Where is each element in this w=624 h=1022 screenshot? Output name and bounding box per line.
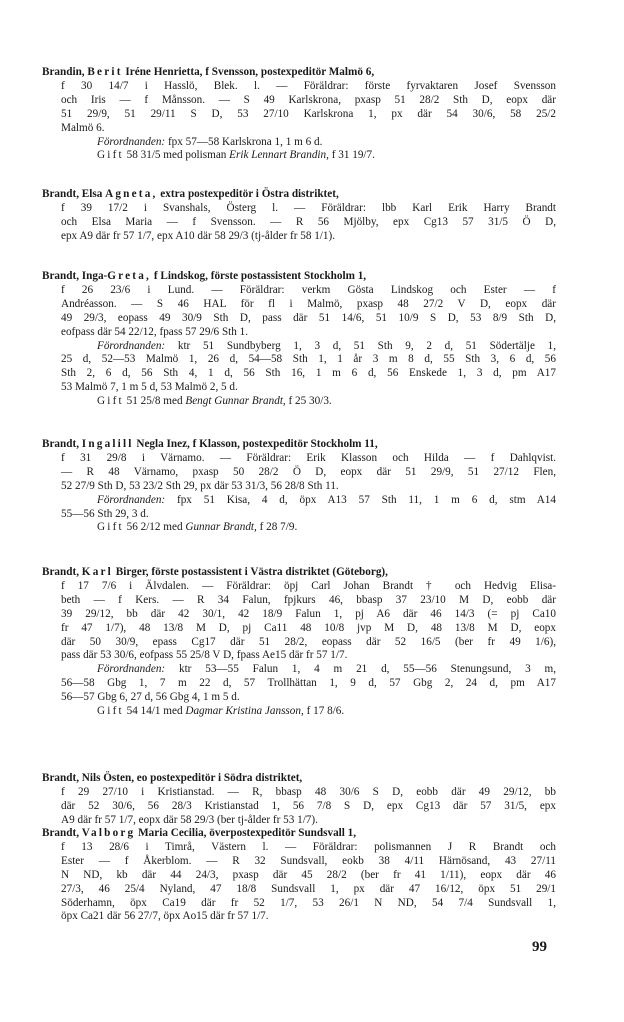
appointments-label: Förordnanden: (97, 493, 166, 506)
spouse-name: Gunnar Brandt, (185, 521, 257, 534)
entry-brandt-ingalill (42, 438, 556, 535)
entry-given-name: Berit (87, 66, 123, 78)
entry-title: Negla Inez, f Klasson, postexpeditör Stockholm 11, (136, 438, 378, 450)
marriage-date: 51 25/8 med (126, 395, 183, 408)
entry-heading (42, 566, 556, 580)
entry-title: Maria Cecilia, överpostexpeditör Sundsvall 1, (138, 827, 357, 839)
entry-brandt-karl (42, 566, 556, 719)
marriage-label: Gift (97, 395, 124, 408)
entry-given-name: Agneta, (105, 188, 158, 200)
entry-line: f 30 14/7 i Hasslö, Blek. l. — Föräldrar: förste fyrvaktaren Josef Svensson (61, 79, 556, 92)
appointments-text: 53 Malmö 7, 1 m 5 d, 53 Malmö 2, 5 d. (61, 381, 238, 394)
appointments-text: fpx 51 Kisa, 4 d, öpx A13 57 Sth 11, 1 m 6 d, stm A14 (176, 493, 556, 506)
entry-title: f Lindskog, förste postassistent Stockholm 1, (153, 270, 367, 282)
spouse-name: Dagmar Kristina Jansson, (185, 705, 304, 718)
appointments-text: ktr 51 Sundbyberg 1, 3 d, 51 Sth 9, 2 d, 51 Södertälje 1, (177, 339, 557, 352)
entry-body (42, 284, 556, 409)
entry-name: Brandt, (42, 438, 79, 450)
entry-line: epx A9 där fr 57 1/7, epx A10 där 58 29/3 (tj-ålder fr 58 1/1). (61, 229, 336, 242)
entry-name: Brandin, (42, 66, 85, 78)
marriage-line (61, 521, 556, 535)
marriage-line (61, 395, 556, 409)
marriage-date: 54 14/1 med (126, 705, 183, 718)
appointments-text: ktr 53—55 Falun 1, 4 m 21 d, 55—56 Stenungsund, 3 m, (178, 663, 557, 676)
entry-line: Andréasson. — S 46 HAL för fl i Malmö, pxasp 48 27/2 V D, eopx där (61, 297, 556, 310)
marriage-date: 58 31/5 med polisman (126, 149, 227, 162)
entry-body (42, 80, 556, 163)
entry-line: beth — f Kers. — R 34 Falun, fpjkurs 46, bbasp 37 23/10 M D, eobb där (61, 593, 556, 606)
entry-name: Brandt, Inga- (42, 270, 108, 282)
spouse-name: Bengt Gunnar Brandt, (185, 395, 286, 408)
entry-body (42, 202, 556, 244)
entry-body (42, 452, 556, 535)
entry-brandt-valborg (42, 827, 556, 924)
entry-line: Malmö 6. (61, 121, 105, 134)
entry-body (42, 841, 556, 924)
appointments-label: Förordnanden: (97, 663, 166, 676)
entry-line: f 13 28/6 i Timrå, Västern l. — Föräldrar: polismannen J R Brandt och (61, 840, 556, 853)
entry-line: 49 29/3, eopass 49 30/9 Sth D, pass där 51 14/6, 51 10/9 S D, 53 8/9 Sth D, (61, 311, 556, 324)
appointments (61, 494, 556, 508)
entry-line: Ester — f Åkerblom. — R 32 Sundsvall, eokb 38 4/11 Härnösand, 43 27/11 (61, 854, 556, 867)
entry-name: Brandt, Nils Östen, eo postexpeditör i Södra distriktet, (42, 772, 303, 784)
spouse-name: Erik Lennart Brandin, (229, 149, 329, 162)
appointments (61, 663, 556, 677)
entry-heading (42, 438, 556, 452)
appointments-text: 55—56 Sth 29, 3 d. (61, 507, 149, 520)
entry-brandt-nils (42, 772, 556, 828)
spouse-birth: f 25 30/3. (288, 395, 332, 408)
appointments-text: 56—58 Gbg 1, 7 m 22 d, 57 Trollhättan 1, 9 d, 57 Gbg 2, 24 d, pm A17 (61, 677, 556, 690)
appointments-text: 56—57 Gbg 6, 27 d, 56 Gbg 4, 1 m 5 d. (61, 691, 240, 704)
entry-line: eofpass där 54 22/12, fpass 57 29/6 Sth 1. (61, 325, 249, 338)
appointments (61, 340, 556, 354)
entry-line: N ND, kb där 44 24/3, pxasp där 45 28/2 (ber fr 41 1/11), eopx där 46 (61, 868, 556, 881)
entry-line: där 52 30/6, 56 28/3 Kristianstad 1, 56 7/8 S D, epx Cg13 där 57 31/5, epx (61, 799, 556, 812)
page-number: 99 (532, 939, 547, 955)
entry-line: 52 27/9 Sth D, 53 23/2 Sth 29, px där 53 31/3, 56 28/8 Sth 11. (61, 479, 339, 492)
entry-line: f 31 29/8 i Värnamo. — Föräldrar: Erik Klasson och Hilda — f Dahlqvist. (61, 451, 556, 464)
entry-title: Iréne Henrietta, f Svensson, postexpeditör Malmö 6, (125, 66, 375, 78)
appointments (61, 136, 556, 150)
entry-line: där 50 30/9, epass Cg17 där 51 28/2, eopass där 52 16/5 (ber fr 49 1/6), (61, 635, 556, 648)
entry-heading (42, 66, 556, 80)
entry-line: f 26 23/6 i Lund. — Föräldrar: verkm Gösta Lindskog och Ester — f (61, 283, 556, 296)
entry-body (42, 580, 556, 719)
entry-heading (42, 827, 556, 841)
entry-heading (42, 270, 556, 284)
entry-line: Söderhamn, öpx Ca19 där fr 52 1/7, 53 26/1 N ND, 54 7/4 Sundsvall 1, (61, 896, 556, 909)
entry-brandt-inga-greta (42, 270, 556, 409)
entry-name: Brandt, Elsa (42, 188, 103, 200)
entry-line: 27/3, 46 25/4 Nyland, 47 18/8 Sundsvall 1, px där 47 16/12, öpx 51 29/1 (61, 882, 556, 895)
entry-brandin-berit (42, 66, 556, 163)
entry-body (42, 786, 556, 828)
appointments-text: 25 d, 52—53 Malmö 1, 26 d, 54—58 Sth 1, 1 år 3 m 8 d, 55 Sth 3, 6 d, 56 (61, 353, 556, 366)
entry-line: och Iris — f Månsson. — S 49 Karlskrona, pxasp 51 28/2 Sth D, eopx där (61, 93, 556, 106)
marriage-line (61, 149, 556, 163)
entry-given-name: Ingalill (81, 438, 134, 450)
appointments-label: Förordnanden: (97, 135, 166, 148)
entry-line: A9 där fr 57 1/7, eopx där 58 29/3 (ber tj-ålder fr 53 1/7). (61, 813, 318, 826)
spouse-birth: f 31 19/7. (331, 149, 375, 162)
entry-title: extra postexpeditör i Östra distriktet, (160, 188, 339, 200)
marriage-date: 56 2/12 med (126, 521, 183, 534)
entry-name: Brandt, (42, 827, 79, 839)
entry-line: f 29 27/10 i Kristianstad. — R, bbasp 48 30/6 S D, eobb där 49 29/12, bb (61, 785, 556, 798)
spouse-birth: f 28 7/9. (259, 521, 298, 534)
entry-name: Brandt, (42, 566, 79, 578)
marriage-label: Gift (97, 705, 124, 718)
spouse-birth: f 17 8/6. (306, 705, 345, 718)
marriage-label: Gift (97, 149, 124, 162)
appointments-label: Förordnanden: (97, 339, 166, 352)
appointments-text: fpx 57—58 Karlskrona 1, 1 m 6 d. (167, 135, 323, 148)
entry-heading (42, 772, 556, 786)
entry-line: pass där 53 30/6, eofpass 55 25/8 V D, fpass Ae15 där fr 57 1/7. (61, 649, 348, 662)
marriage-line (61, 705, 556, 719)
appointments-text: Sth 2, 6 d, 56 Sth 4, 1 d, 56 Sth 16, 1 m 6 d, 56 Enskede 1, 3 d, pm A17 (61, 367, 556, 380)
entry-line: öpx Ca21 där 56 27/7, öpx Ao15 där fr 57 1/7. (61, 910, 269, 923)
entry-line: f 17 7/6 i Älvdalen. — Föräldrar: öpj Carl Johan Brandt † och Hedvig Elisa- (61, 579, 556, 592)
entry-line: 51 29/9, 51 29/11 S D, 53 27/10 Karlskrona 1, px där 54 30/6, 58 25/2 (61, 107, 556, 120)
entry-brandt-elsa (42, 188, 556, 244)
entry-line: och Elsa Maria — f Svensson. — R 56 Mjölby, epx Cg13 57 31/5 Ö D, (61, 215, 556, 228)
entry-heading (42, 188, 556, 202)
marriage-label: Gift (97, 521, 124, 534)
entry-given-name: Karl (81, 566, 113, 578)
entry-given-name: Valborg (81, 827, 136, 839)
entry-line: — R 48 Värnamo, pxasp 50 28/2 Ö D, eopx där 51 29/9, 51 27/12 Flen, (61, 465, 556, 478)
entry-title: Birger, förste postassistent i Västra distriktet (Göteborg), (115, 566, 388, 578)
entry-line: f 39 17/2 i Svanshals, Österg l. — Föräldrar: lbb Karl Erik Harry Brandt (61, 201, 556, 214)
entry-line: 39 29/12, bb där 42 30/1, 42 18/9 Falun 1, pj A6 där 46 14/3 (= pj Ca10 (61, 607, 556, 620)
entry-line: fr 47 1/7), 48 13/8 M D, pj Ca11 48 10/8 jvp M D, 48 13/8 M D, eopx (61, 621, 556, 634)
entry-given-name: Greta, (107, 270, 152, 282)
